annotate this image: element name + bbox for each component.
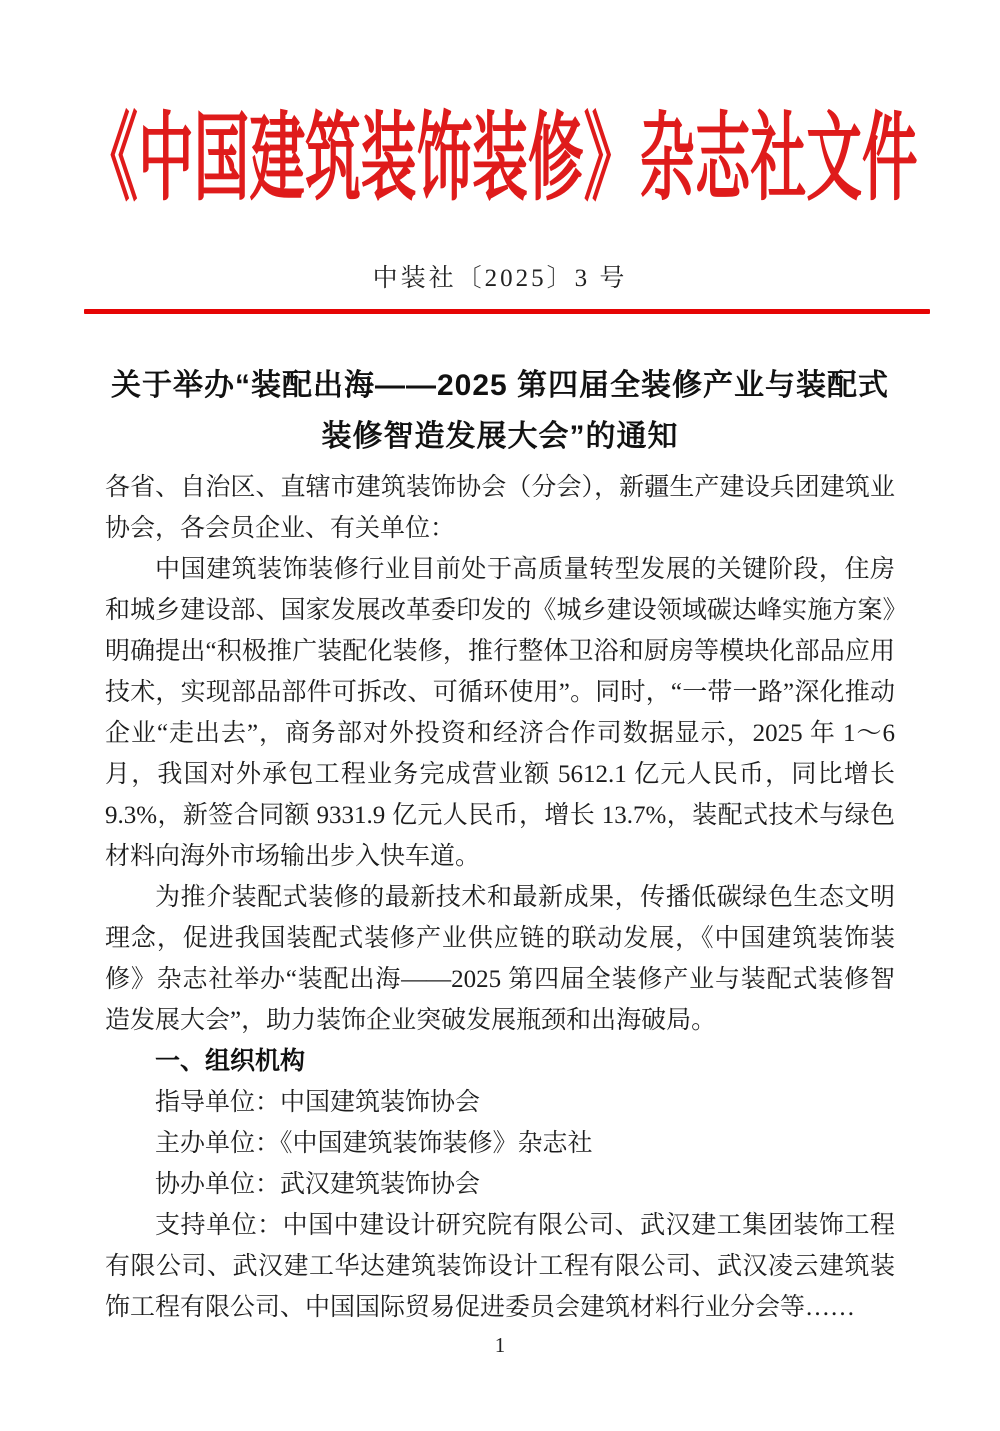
document-body xyxy=(105,467,895,1328)
notice-title xyxy=(0,360,1000,462)
red-divider-line xyxy=(84,309,930,314)
paragraph-purpose: 为推介装配式装修的最新技术和最新成果，传播低碳绿色生态文明理念，促进我国装配式装修产业供应链的联动发展，《中国建筑装饰装修》杂志社举办“装配出海——2025 第四届全装修产业与装配式装修智造发展大会”，助力装饰企业突破发展瓶颈和出海破局。 xyxy=(105,884,895,1034)
red-masthead-title: 《中国建筑装饰装修》杂志社文件 xyxy=(82,105,918,212)
org-guidance-unit: 指导单位：中国建筑装饰协会 xyxy=(155,1089,481,1116)
org-host-unit: 主办单位：《中国建筑装饰装修》杂志社 xyxy=(155,1130,593,1157)
notice-title-line1: 关于举办“装配出海——2025 第四届全装修产业与装配式 xyxy=(110,369,890,402)
paragraph-support-units: 支持单位：中国中建设计研究院有限公司、武汉建工集团装饰工程有限公司、武汉建工华达建筑装饰设计工程有限公司、武汉凌云建筑装饰工程有限公司、中国国际贸易促进委员会建筑材料行业分会等…… xyxy=(105,1212,895,1321)
document-number: 中装社〔2025〕3 号 xyxy=(372,265,628,292)
section-heading-organization: 一、组织机构 xyxy=(155,1047,306,1075)
salutation: 各省、自治区、直辖市建筑装饰协会（分会），新疆生产建设兵团建筑业协会，各会员企业、有关单位： xyxy=(105,474,895,542)
page-number: 1 xyxy=(494,1333,506,1357)
paragraph-industry-status: 中国建筑装饰装修行业目前处于高质量转型发展的关键阶段，住房和城乡建设部、国家发展改革委印发的《城乡建设领域碳达峰实施方案》明确提出“积极推广装配化装修，推行整体卫浴和厨房等模块化部品应用技术，实现部品部件可拆改、可循环使用”。同时，“一带一路”深化推动企业“走出去”，商务部对外投资和经济合作司数据显示，2025 年 1～6 月，我国对外承包工程业务完成营业额 5612.1 亿元人民币，同比增长 9.3%，新签合同额 9331.9 亿元人民币，增长 13.7%，装配式技术与绿色材料向海外市场输出步入快车道。 xyxy=(105,556,895,870)
org-cohost-unit: 协办单位：武汉建筑装饰协会 xyxy=(155,1171,481,1198)
notice-title-line2: 装修智造发展大会”的通知 xyxy=(321,420,679,453)
